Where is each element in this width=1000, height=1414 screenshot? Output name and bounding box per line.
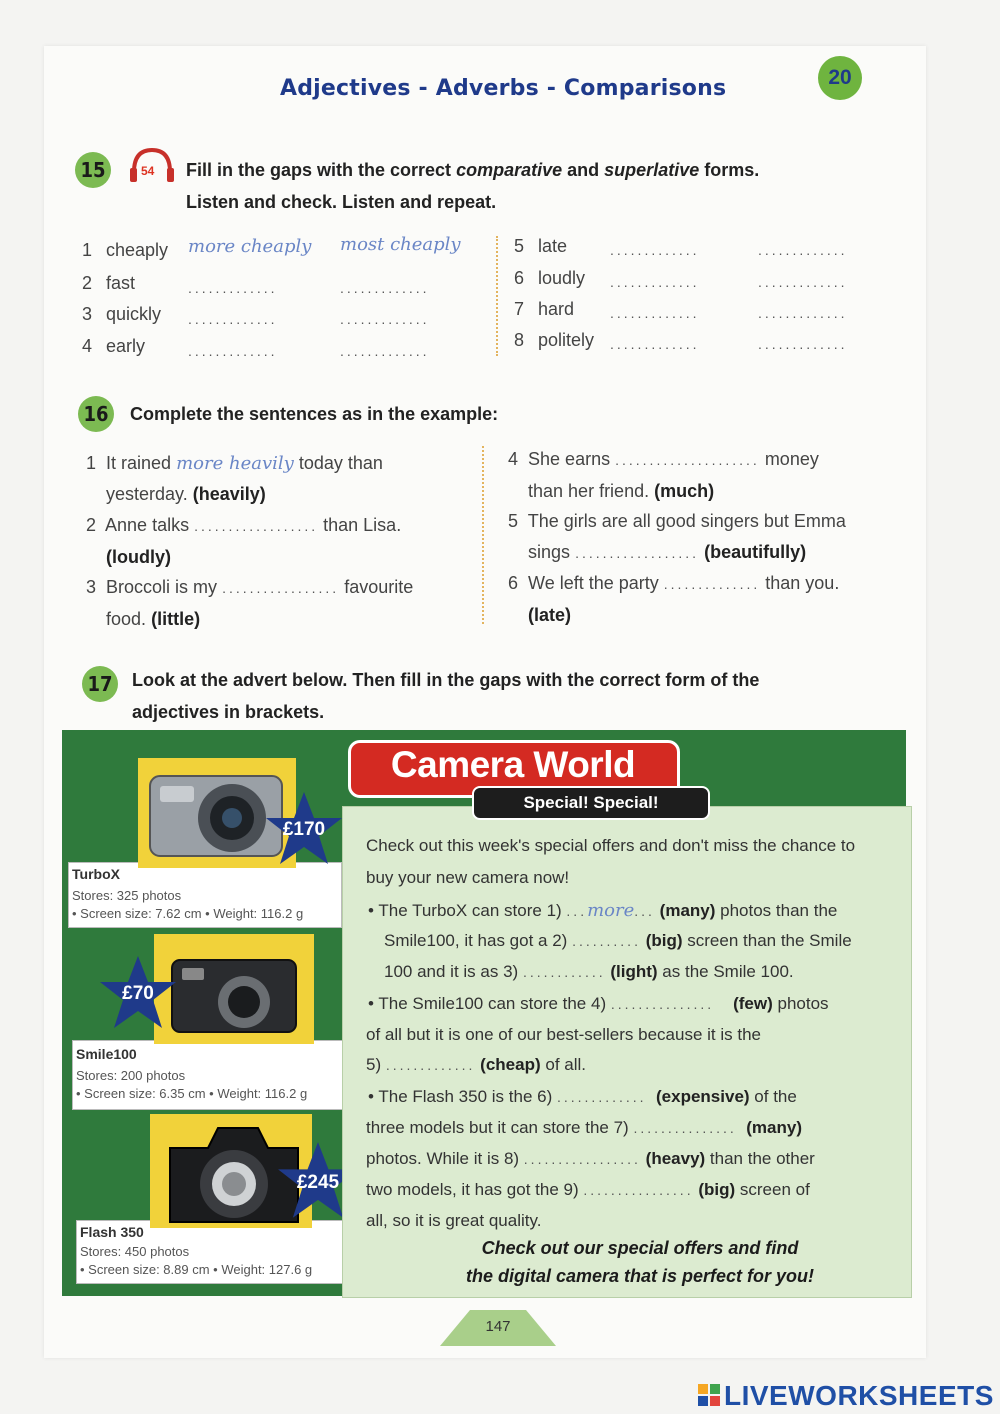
- turbox-name: TurboX: [72, 866, 120, 882]
- ex16-sentence-3: 3 Broccoli is my ................. favourite food. (little): [86, 577, 414, 629]
- ex15-item-8: 8 politely: [514, 330, 595, 350]
- advert-closing-1: Check out our special offers and find: [481, 1238, 799, 1258]
- ex15-item-2: 2 fast: [82, 273, 136, 293]
- smile100-stores: Stores: 200 photos: [76, 1068, 186, 1083]
- advert-line-1: • The TurboX can store 1) ...more... (many) photos than the: [368, 900, 838, 921]
- advert-line-6: 5) ............. (cheap) of all.: [366, 1055, 587, 1074]
- ex16-sentence-2: 2 Anne talks .................. than Lisa. (loudly): [86, 515, 402, 567]
- ex16-blank-3[interactable]: .................: [222, 580, 340, 596]
- ex15-blank-7a[interactable]: .............: [610, 305, 700, 321]
- advert-closing-2: the digital camera that is perfect for you!: [465, 1266, 815, 1286]
- ex16-sentence-6: 6 We left the party .............. than you. (late): [508, 573, 840, 625]
- flash350-name: Flash 350: [80, 1224, 144, 1240]
- ex16-divider: [482, 446, 484, 624]
- ex15-blank-5a[interactable]: .............: [610, 242, 700, 258]
- advert-answer-1[interactable]: more: [587, 900, 635, 921]
- advert-line-4: • The Smile100 can store the 4) ............... (few) photos: [368, 994, 829, 1013]
- ex16-blank-2[interactable]: ..................: [194, 518, 319, 534]
- advert-blank-3[interactable]: ............: [522, 964, 606, 980]
- ex16-blank-4[interactable]: .....................: [615, 452, 760, 468]
- flash350-price: £245: [296, 1172, 340, 1193]
- unit-number-badge: 20: [818, 56, 862, 100]
- advert-line-11: all, so it is great quality.: [366, 1211, 542, 1230]
- ex16-sentence-1: 1 It rained more heavily today than yesterday. (heavily): [86, 453, 383, 504]
- exercise-17-number: 17: [82, 666, 118, 702]
- ex15-blank-6a[interactable]: .............: [610, 274, 700, 290]
- ex15-blank-7b[interactable]: .............: [758, 305, 848, 321]
- exercise-15-instruction: Fill in the gaps with the correct comparative and superlative forms. Listen and check. Listen and repeat.: [186, 160, 760, 212]
- ex15-item-3: 3 quickly: [82, 304, 162, 324]
- ex15-item-7: 7 hard: [514, 299, 575, 319]
- turbox-price: £170: [282, 819, 326, 840]
- ex15-divider: [496, 236, 498, 356]
- ex16-blank-6[interactable]: ..............: [663, 576, 761, 592]
- smile100-name: Smile100: [76, 1046, 137, 1062]
- advert-line-9: photos. While it is 8) ................. (heavy) than the other: [366, 1149, 815, 1168]
- advert-blank-6[interactable]: .............: [556, 1089, 647, 1105]
- ex15-blank-4b[interactable]: .............: [340, 343, 430, 359]
- ex16-answer-1[interactable]: more heavily: [176, 453, 294, 474]
- ex15-blank-8b[interactable]: .............: [758, 336, 848, 352]
- page-number: 147: [485, 1318, 511, 1335]
- ex15-item-6: 6 loudly: [514, 268, 586, 288]
- ex15-blank-6b[interactable]: .............: [758, 274, 848, 290]
- advert-title: Camera World: [390, 744, 636, 785]
- ex15-blank-3a[interactable]: .............: [188, 311, 278, 327]
- smile100-camera-image: [168, 946, 300, 1038]
- ex15-blank-8a[interactable]: .............: [610, 336, 700, 352]
- ex15-item-4: 4 early: [82, 336, 146, 356]
- liveworksheets-logo-icon: [698, 1384, 720, 1406]
- advert-line-5: of all but it is one of our best-sellers because it is the: [366, 1025, 761, 1044]
- advert-blank-9[interactable]: ................: [583, 1182, 694, 1198]
- exercise-17-instruction: Look at the advert below. Then fill in the gaps with the correct form of the adjectives in brackets.: [132, 670, 760, 722]
- page-title: Adjectives - Adverbs - Comparisons: [280, 76, 727, 101]
- ex15-blank-4a[interactable]: .............: [188, 343, 278, 359]
- ex15-blank-2b[interactable]: .............: [340, 280, 430, 296]
- flash350-specs: • Screen size: 8.89 cm • Weight: 127.6 g: [80, 1262, 313, 1277]
- advert-line-10: two models, it has got the 9) ................ (big) screen of: [366, 1180, 810, 1199]
- advert-line-3: 100 and it is as 3) ............ (light) as the Smile 100.: [384, 962, 794, 981]
- smile100-specs: • Screen size: 6.35 cm • Weight: 116.2 g: [76, 1086, 308, 1101]
- advert-line-2: Smile100, it has got a 2) .......... (big) screen than the Smile: [384, 931, 852, 950]
- advert-blank-2[interactable]: ..........: [572, 933, 641, 949]
- advert-line-8: three models but it can store the 7) ............... (many): [366, 1118, 802, 1137]
- ex15-blank-5b[interactable]: .............: [758, 242, 848, 258]
- ex16-sentence-4: 4 She earns ..................... money than her friend. (much): [508, 449, 819, 501]
- advert-blank-4[interactable]: ...............: [610, 996, 715, 1012]
- advert-intro-2: buy your new camera now!: [366, 868, 570, 887]
- ex15-item-1: 1 cheaply: [82, 240, 169, 260]
- audio-track-number: 54: [141, 164, 155, 178]
- ex15-blank-3b[interactable]: .............: [340, 311, 430, 327]
- ex16-sentence-5: 5 The girls are all good singers but Emma sings .................. (beautifully): [508, 511, 846, 562]
- ex15-answer-1a[interactable]: more cheaply: [188, 236, 312, 257]
- smile100-price: £70: [122, 983, 154, 1004]
- advert-blank-8[interactable]: .................: [523, 1151, 641, 1167]
- ex15-answer-1b[interactable]: most cheaply: [340, 234, 461, 255]
- ex15-item-5: 5 late: [514, 236, 568, 256]
- liveworksheets-brand[interactable]: LIVEWORKSHEETS: [724, 1380, 994, 1411]
- advert-blank-7[interactable]: ...............: [633, 1120, 737, 1136]
- ex15-blank-2a[interactable]: .............: [188, 280, 278, 296]
- flash350-stores: Stores: 450 photos: [80, 1244, 190, 1259]
- exercise-16-instruction: Complete the sentences as in the example:: [130, 404, 499, 424]
- exercise-16-number: 16: [78, 396, 114, 432]
- advert-blank-5[interactable]: .............: [385, 1057, 476, 1073]
- advert-line-7: • The Flash 350 is the 6) ............. (expensive) of the: [368, 1087, 797, 1106]
- turbox-stores: Stores: 325 photos: [72, 888, 182, 903]
- turbox-specs: • Screen size: 7.62 cm • Weight: 116.2 g: [72, 906, 304, 921]
- ex16-blank-5[interactable]: ..................: [575, 545, 700, 561]
- exercise-15-number: 15: [75, 152, 111, 188]
- advert-intro-1: Check out this week's special offers and don't miss the chance to: [366, 836, 856, 855]
- advert-subtitle: Special! Special!: [472, 786, 710, 820]
